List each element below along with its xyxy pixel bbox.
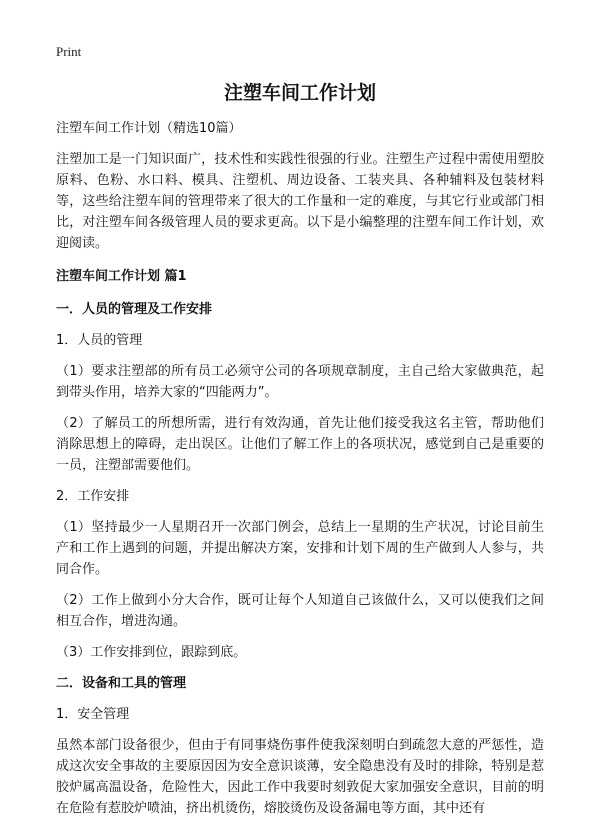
section1-sub2-heading: 2．工作安排 bbox=[56, 489, 130, 504]
page-title: 注塑车间工作计划 bbox=[223, 82, 376, 104]
section2-sub1-heading: 1．安全管理 bbox=[56, 707, 130, 722]
section1-sub1-paragraph-2: （2）了解员工的所想所需，进行有效沟通，首先让他们接受我这名主管，帮助他们消除思想上的障碍，走出误区。让他们了解工作上的各项状况，感觉到自己是重要的一员，注塑部需要他们。 bbox=[56, 416, 544, 473]
document-subtitle: 注塑车间工作计划（精选10篇） bbox=[56, 121, 242, 136]
section1-sub1-heading: 1．人员的管理 bbox=[56, 333, 143, 348]
section1-heading: 一．人员的管理及工作安排 bbox=[56, 302, 213, 317]
print-link[interactable]: Print bbox=[56, 44, 82, 59]
section1-sub2-paragraph-1: （1）坚持最少一人星期召开一次部门例会，总结上一星期的生产状况，讨论目前生产和工作上遇到的问题，并提出解决方案，安排和计划下周的生产做到人人参与，共同合作。 bbox=[56, 520, 544, 577]
section2-sub1-paragraph-1: 虽然本部门设备很少，但由于有同事烧伤事件使我深刻明白到疏忽大意的严惩性，造成这次安全事故的主要原因因为安全意识谈薄，安全隐患没有及时的排除，特别是惹胶炉属高温设备，危险性大，因此工作中我要时刻敦促大家加强安全意识，目前的明在危险有惹胶炉喷油，挤出机烫伤，熔胶烫伤及设备漏电等方面，其中还有 bbox=[56, 738, 544, 816]
intro-paragraph: 注塑加工是一门知识面广，技术性和实践性很强的行业。注塑生产过程中需使用塑胶原料、色粉、水口料、模具、注塑机、周边设备、工装夹具、各种辅料及包装材料等，这些给注塑车间的管理带来了很大的工作量和一定的难度，与其它行业或部门相比，对注塑车间各级管理人员的要求更高。以下是小编整理的注塑车间工作计划，欢迎阅读。 bbox=[56, 152, 544, 251]
section1-sub2-paragraph-2: （2）工作上做到小分大合作，既可让每个人知道自己该做什么，又可以使我们之间相互合作，增进沟通。 bbox=[56, 593, 544, 629]
section1-sub1-paragraph-1: （1）要求注塑部的所有员工必须守公司的各项规章制度，主自己给大家做典范，起到带头作用，培养大家的“四能两力”。 bbox=[56, 364, 544, 400]
section2-heading: 二．设备和工具的管理 bbox=[56, 676, 187, 691]
article-heading: 注塑车间工作计划 篇1 bbox=[56, 269, 187, 284]
section1-sub2-paragraph-3: （3）工作安排到位，跟踪到底。 bbox=[56, 645, 247, 660]
